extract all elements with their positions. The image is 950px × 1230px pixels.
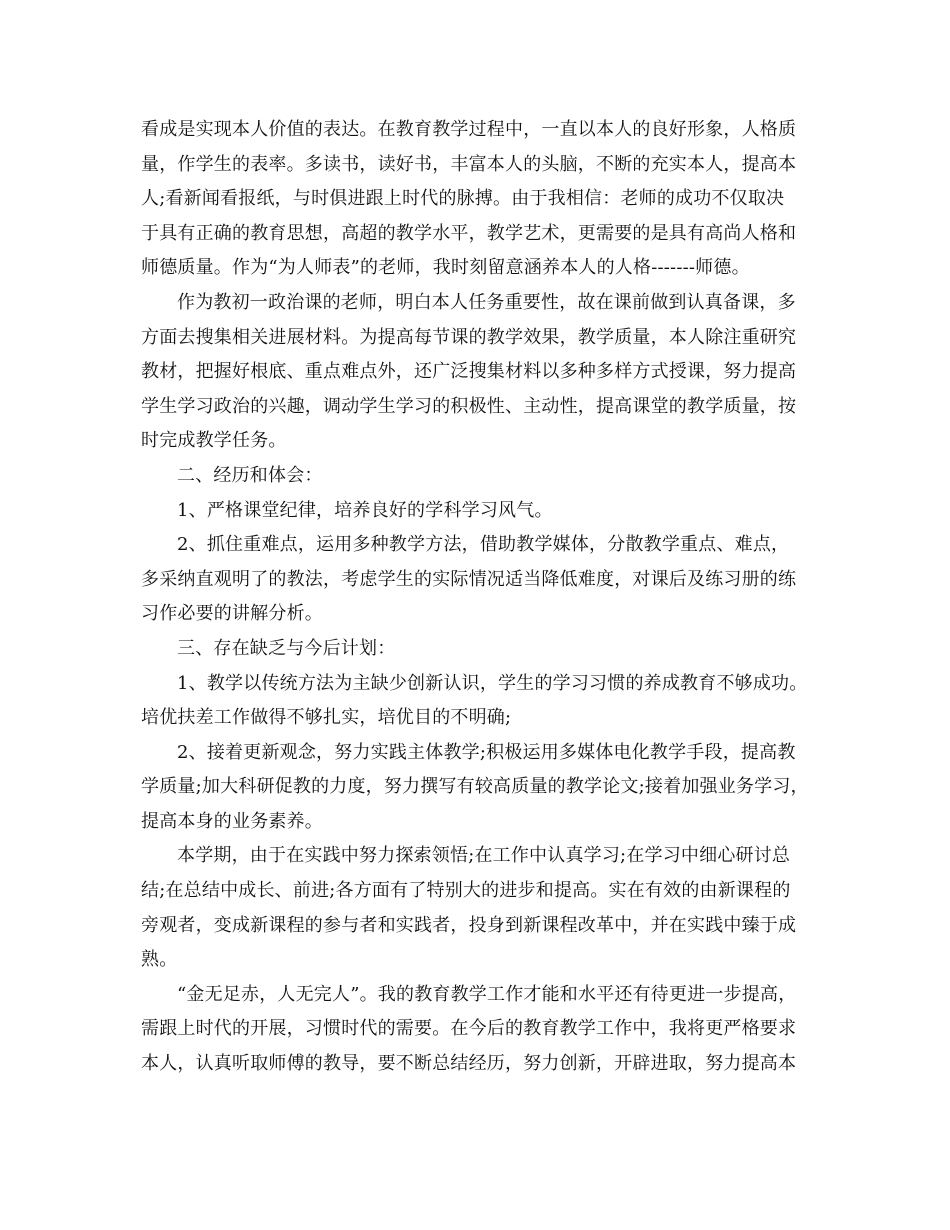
text-line: 作为教初一政治课的老师，明白本人任务重要性，故在课前做到认真备课，多: [177, 291, 796, 313]
text-line: 2、接着更新观念，努力实践主体教学;积极运用多媒体电化教学手段，提高教: [177, 741, 796, 763]
text-line: 习作必要的讲解分析。: [141, 603, 323, 625]
text-line: 多采纳直观明了的教法，考虑学生的实际情况适当降低难度，对课后及练习册的练: [141, 568, 797, 590]
text-line: 熟。: [141, 949, 178, 971]
text-line: 学质量;加大科研促教的力度，努力撰写有较高质量的教学论文;接着加强业务学习，: [141, 776, 809, 798]
text-line: 需跟上时代的开展，习惯时代的需要。在今后的教育教学工作中，我将更严格要求: [141, 1018, 797, 1040]
text-line: 教材，把握好根底、重点难点外，还广泛搜集材料以多种多样方式授课，努力提高: [141, 361, 797, 383]
text-line: 本学期，由于在实践中努力探索领悟;在工作中认真学习;在学习中细心研讨总: [177, 845, 791, 867]
text-line: 于具有正确的教育思想，高超的教学水平，教学艺术，更需要的是具有高尚人格和: [141, 222, 797, 244]
text-line: 学生学习政治的兴趣，调动学生学习的积极性、主动性，提高课堂的教学质量，按: [141, 395, 797, 417]
text-line: “金无足赤，人无完人”。我的教育教学工作才能和水平还有待更进一步提高，: [177, 983, 797, 1005]
text-line: 人;看新闻看报纸，与时俱进跟上时代的脉搏。由于我相信：老师的成功不仅取决: [141, 188, 785, 210]
text-line: 培优扶差工作做得不够扎实，培优目的不明确;: [141, 707, 512, 729]
text-line: 时完成教学任务。: [141, 430, 287, 452]
text-line: 方面去搜集相关进展材料。为提高每节课的教学效果，教学质量，本人除注重研究: [141, 326, 797, 348]
section-heading: 三、存在缺乏与今后计划：: [177, 637, 396, 659]
section-heading: 二、经历和体会：: [177, 464, 323, 486]
text-line: 1、严格课堂纪律，培养良好的学科学习风气。: [177, 499, 553, 521]
text-line: 本人，认真听取师傅的教导，要不断总结经历，努力创新，开辟进取，努力提高本: [141, 1053, 797, 1075]
text-line: 2、抓住重难点，运用多种教学方法，借助教学媒体，分散教学重点、难点，: [177, 534, 790, 556]
text-line: 提高本身的业务素养。: [141, 810, 323, 832]
text-line: 旁观者，变成新课程的参与者和实践者，投身到新课程改革中，并在实践中臻于成: [141, 914, 797, 936]
text-line: 量，作学生的表率。多读书，读好书，丰富本人的头脑，不断的充实本人，提高本: [141, 153, 797, 175]
text-line: 结;在总结中成长、前进;各方面有了特别大的进步和提高。实在有效的由新课程的: [141, 880, 791, 902]
text-line: 师德质量。作为“为人师表”的老师，我时刻留意涵养本人的人格-------师德。: [141, 257, 750, 279]
text-line: 1、教学以传统方法为主缺少创新认识，学生的学习习惯的养成教育不够成功。: [177, 672, 808, 694]
text-line: 看成是实现本人价值的表达。在教育教学过程中，一直以本人的良好形象，人格质: [141, 119, 797, 140]
document-body: [141, 113, 809, 1082]
